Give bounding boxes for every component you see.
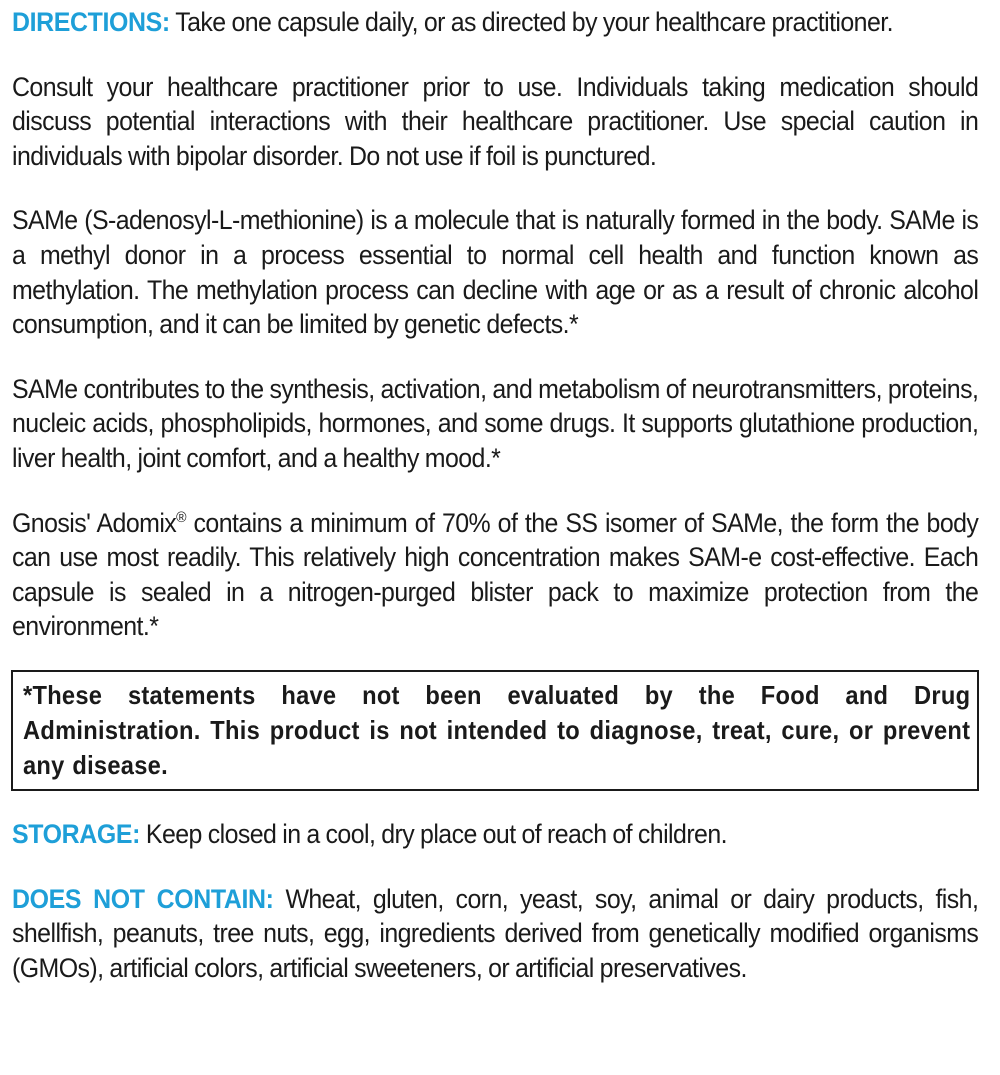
- registered-mark: ®: [176, 508, 187, 526]
- storage-text: Keep closed in a cool, dry place out of reach of children.: [140, 818, 728, 849]
- caution-paragraph: Consult your healthcare practitioner prior to use. Individuals taking medication should discuss potential interactions with their healthcare practitioner. Use special caution in individuals with bipolar disorder. Do not use if foil is punctured.: [12, 71, 979, 171]
- does-not-contain-text: Wheat, gluten, corn, yeast, soy, animal or dairy products, fish, shellfish, peanuts, tree nuts, egg, ingredients derived from genetically modified organisms (GMOs), artificial colors, artificial sweeteners, or artificial preservatives.: [12, 883, 979, 983]
- description-paragraph-1: SAMe (S-adenosyl-L-methionine) is a molecule that is naturally formed in the body. SAMe is a methyl donor in a process essential to normal cell health and function known as methylation. The methylation process can decline with age or as a result of chronic alcohol consumption, and it can be limited by genetic defects.*: [12, 205, 979, 340]
- storage-label: STORAGE:: [12, 818, 141, 849]
- fda-disclaimer-box: [11, 670, 979, 791]
- fda-disclaimer-text: *These statements have not been evaluated by the Food and Drug Administration. This product is not intended to diagnose, treat, cure, or prevent any disease.: [23, 679, 971, 780]
- adomix-description: contains a minimum of 70% of the SS isomer of SAMe, the form the body can use most readily. This relatively high concentration makes SAM-e cost-effective. Each capsule is sealed in a nitrogen-purged blister pack to maximize protection from the environment.*: [12, 507, 979, 642]
- does-not-contain-paragraph: [12, 882, 978, 986]
- description-paragraph-3: [12, 506, 978, 644]
- description-paragraph-2: SAMe contributes to the synthesis, activation, and metabolism of neurotransmitters, proteins, nucleic acids, phospholipids, hormones, and some drugs. It supports glutathione production, liver health, joint comfort, and a healthy mood.*: [12, 373, 979, 473]
- adomix-name: Gnosis' Adomix: [12, 507, 177, 538]
- directions-text: Take one capsule daily, or as directed by your healthcare practitioner.: [169, 7, 893, 37]
- directions-paragraph: [12, 5, 978, 40]
- supplement-label-text: [12, 5, 978, 985]
- storage-paragraph: [12, 817, 978, 852]
- directions-label: DIRECTIONS:: [12, 7, 170, 37]
- does-not-contain-label: DOES NOT CONTAIN:: [12, 883, 274, 914]
